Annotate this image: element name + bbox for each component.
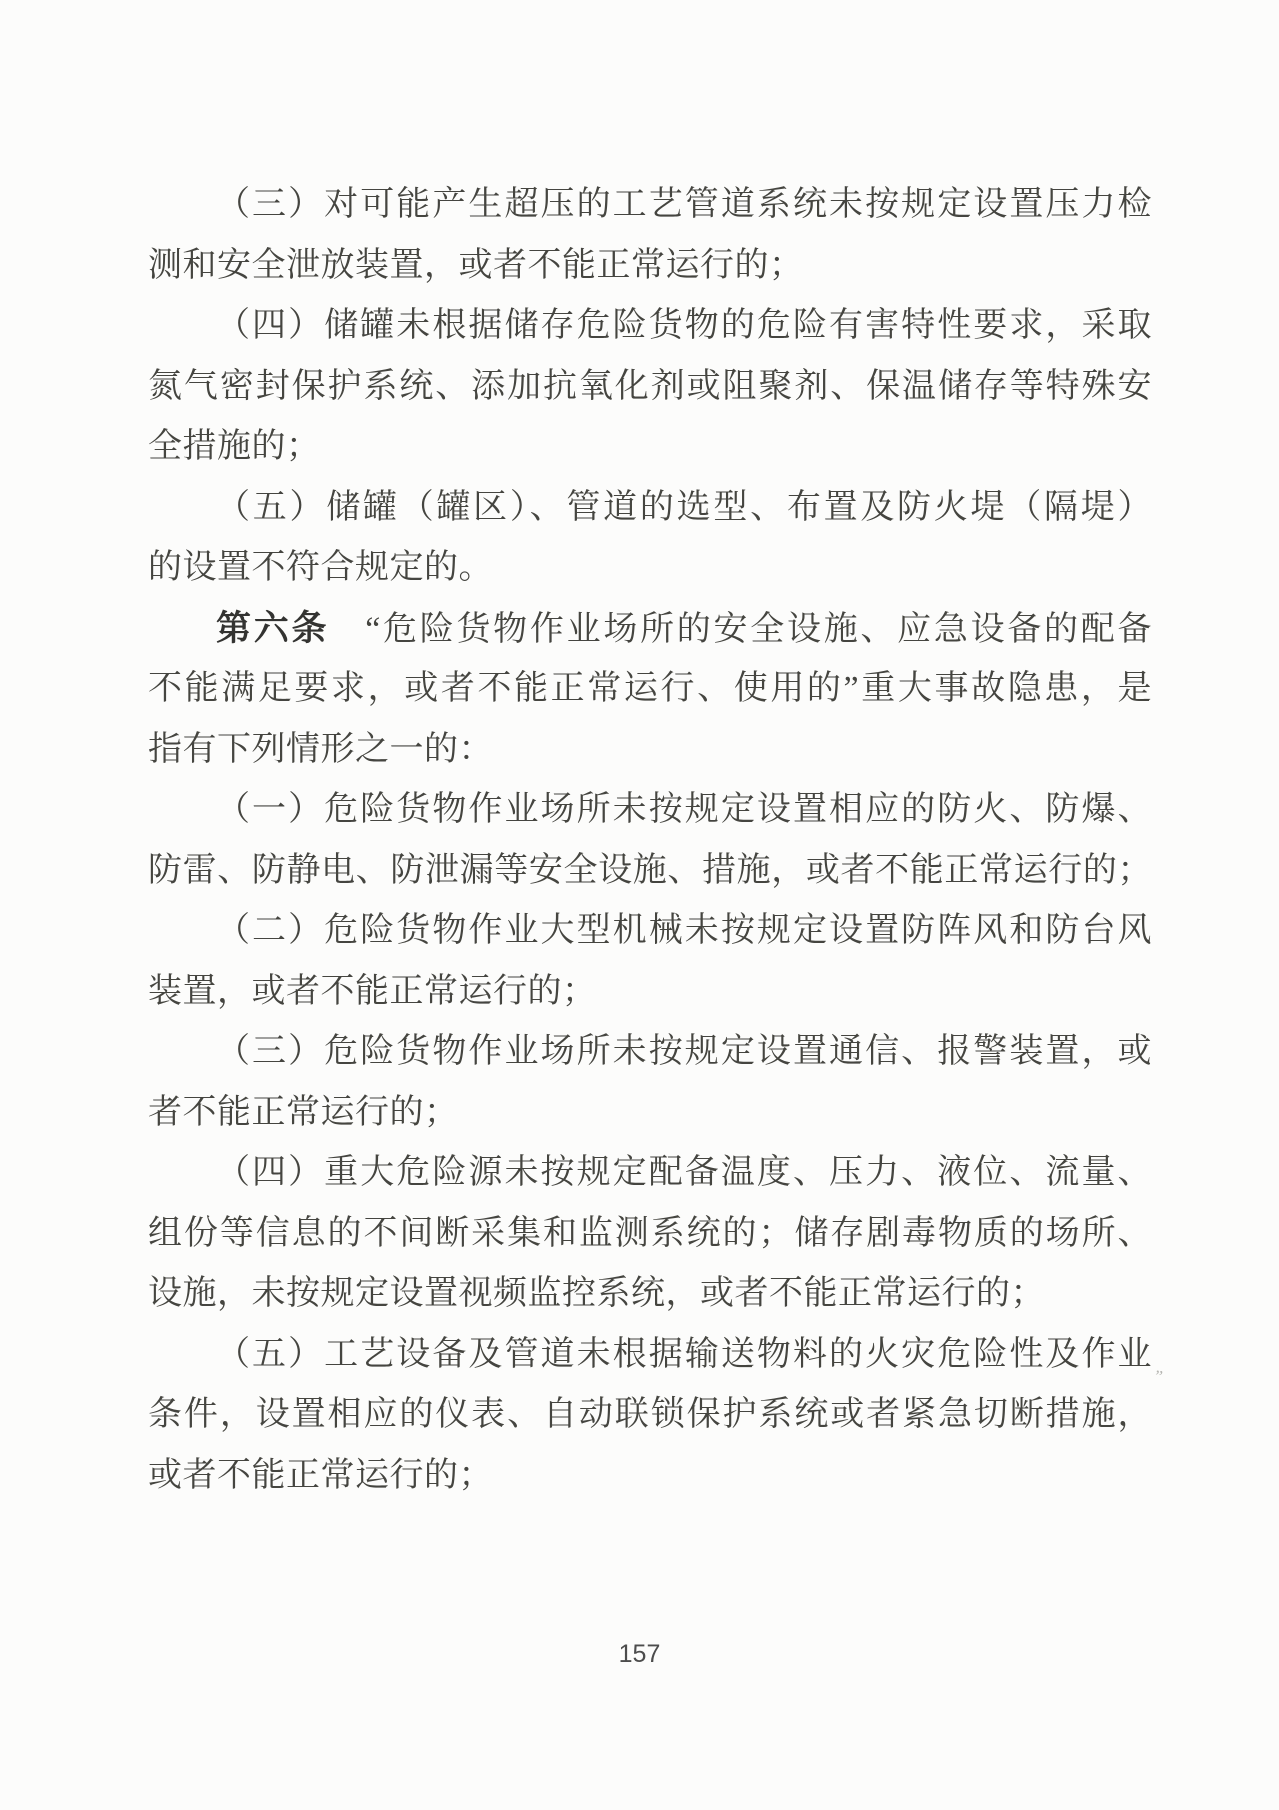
text-line: 组份等信息的不间断采集和监测系统的；储存剧毒物质的场所、: [148, 1214, 1152, 1252]
text-line: （一）危险货物作业场所未按规定设置相应的防火、防爆、: [216, 791, 1152, 828]
text-line: （四）重大危险源未按规定配备温度、压力、液位、流量、: [216, 1154, 1152, 1191]
text-line: 氮气密封保护系统、添加抗氧化剂或阻聚剂、保温储存等特殊安: [148, 367, 1152, 405]
page-number: 157: [618, 1640, 661, 1668]
text-line: 不能满足要求，或者不能正常运行、使用的”重大事故隐患，是: [148, 670, 1152, 707]
text-line: （三）危险货物作业场所未按规定设置通信、报警装置，或: [216, 1033, 1152, 1070]
text-line: 的设置不符合规定的。: [148, 549, 493, 586]
text-line: （二）危险货物作业大型机械未按规定设置防阵风和防台风: [216, 912, 1152, 949]
scan-artifact: ”: [1153, 1366, 1164, 1387]
text-line: 防雷、防静电、防泄漏等安全设施、措施，或者不能正常运行的；: [148, 851, 1152, 889]
text-line: 指有下列情形之一的：: [148, 730, 493, 768]
document-body: [148, 175, 1152, 1506]
text-line: 者不能正常运行的；: [148, 1093, 459, 1131]
text-line: 测和安全泄放装置，或者不能正常运行的；: [148, 246, 804, 284]
text-line: 装置，或者不能正常运行的；: [148, 972, 597, 1010]
text-line: 或者不能正常运行的；: [148, 1456, 493, 1494]
text-line: （四）储罐未根据储存危险货物的危险有害特性要求，采取: [216, 307, 1152, 344]
text-line: 全措施的；: [148, 428, 321, 465]
article-heading-line: [148, 599, 1152, 660]
text-line: （五）储罐（罐区）、管道的选型、布置及防火堤（隔堤）: [216, 488, 1152, 526]
text-line: （五）工艺设备及管道未根据输送物料的火灾危险性及作业: [216, 1335, 1152, 1373]
text-line: （三）对可能产生超压的工艺管道系统未按规定设置压力检: [216, 186, 1152, 223]
text-line: 设施，未按规定设置视频监控系统，或者不能正常运行的；: [148, 1275, 1045, 1312]
article-heading-text: “危险货物作业场所的安全设施、应急设备的配备: [365, 610, 1152, 648]
article-number: 第六条: [216, 608, 330, 648]
text-line: 条件，设置相应的仪表、自动联锁保护系统或者紧急切断措施，: [148, 1396, 1152, 1433]
